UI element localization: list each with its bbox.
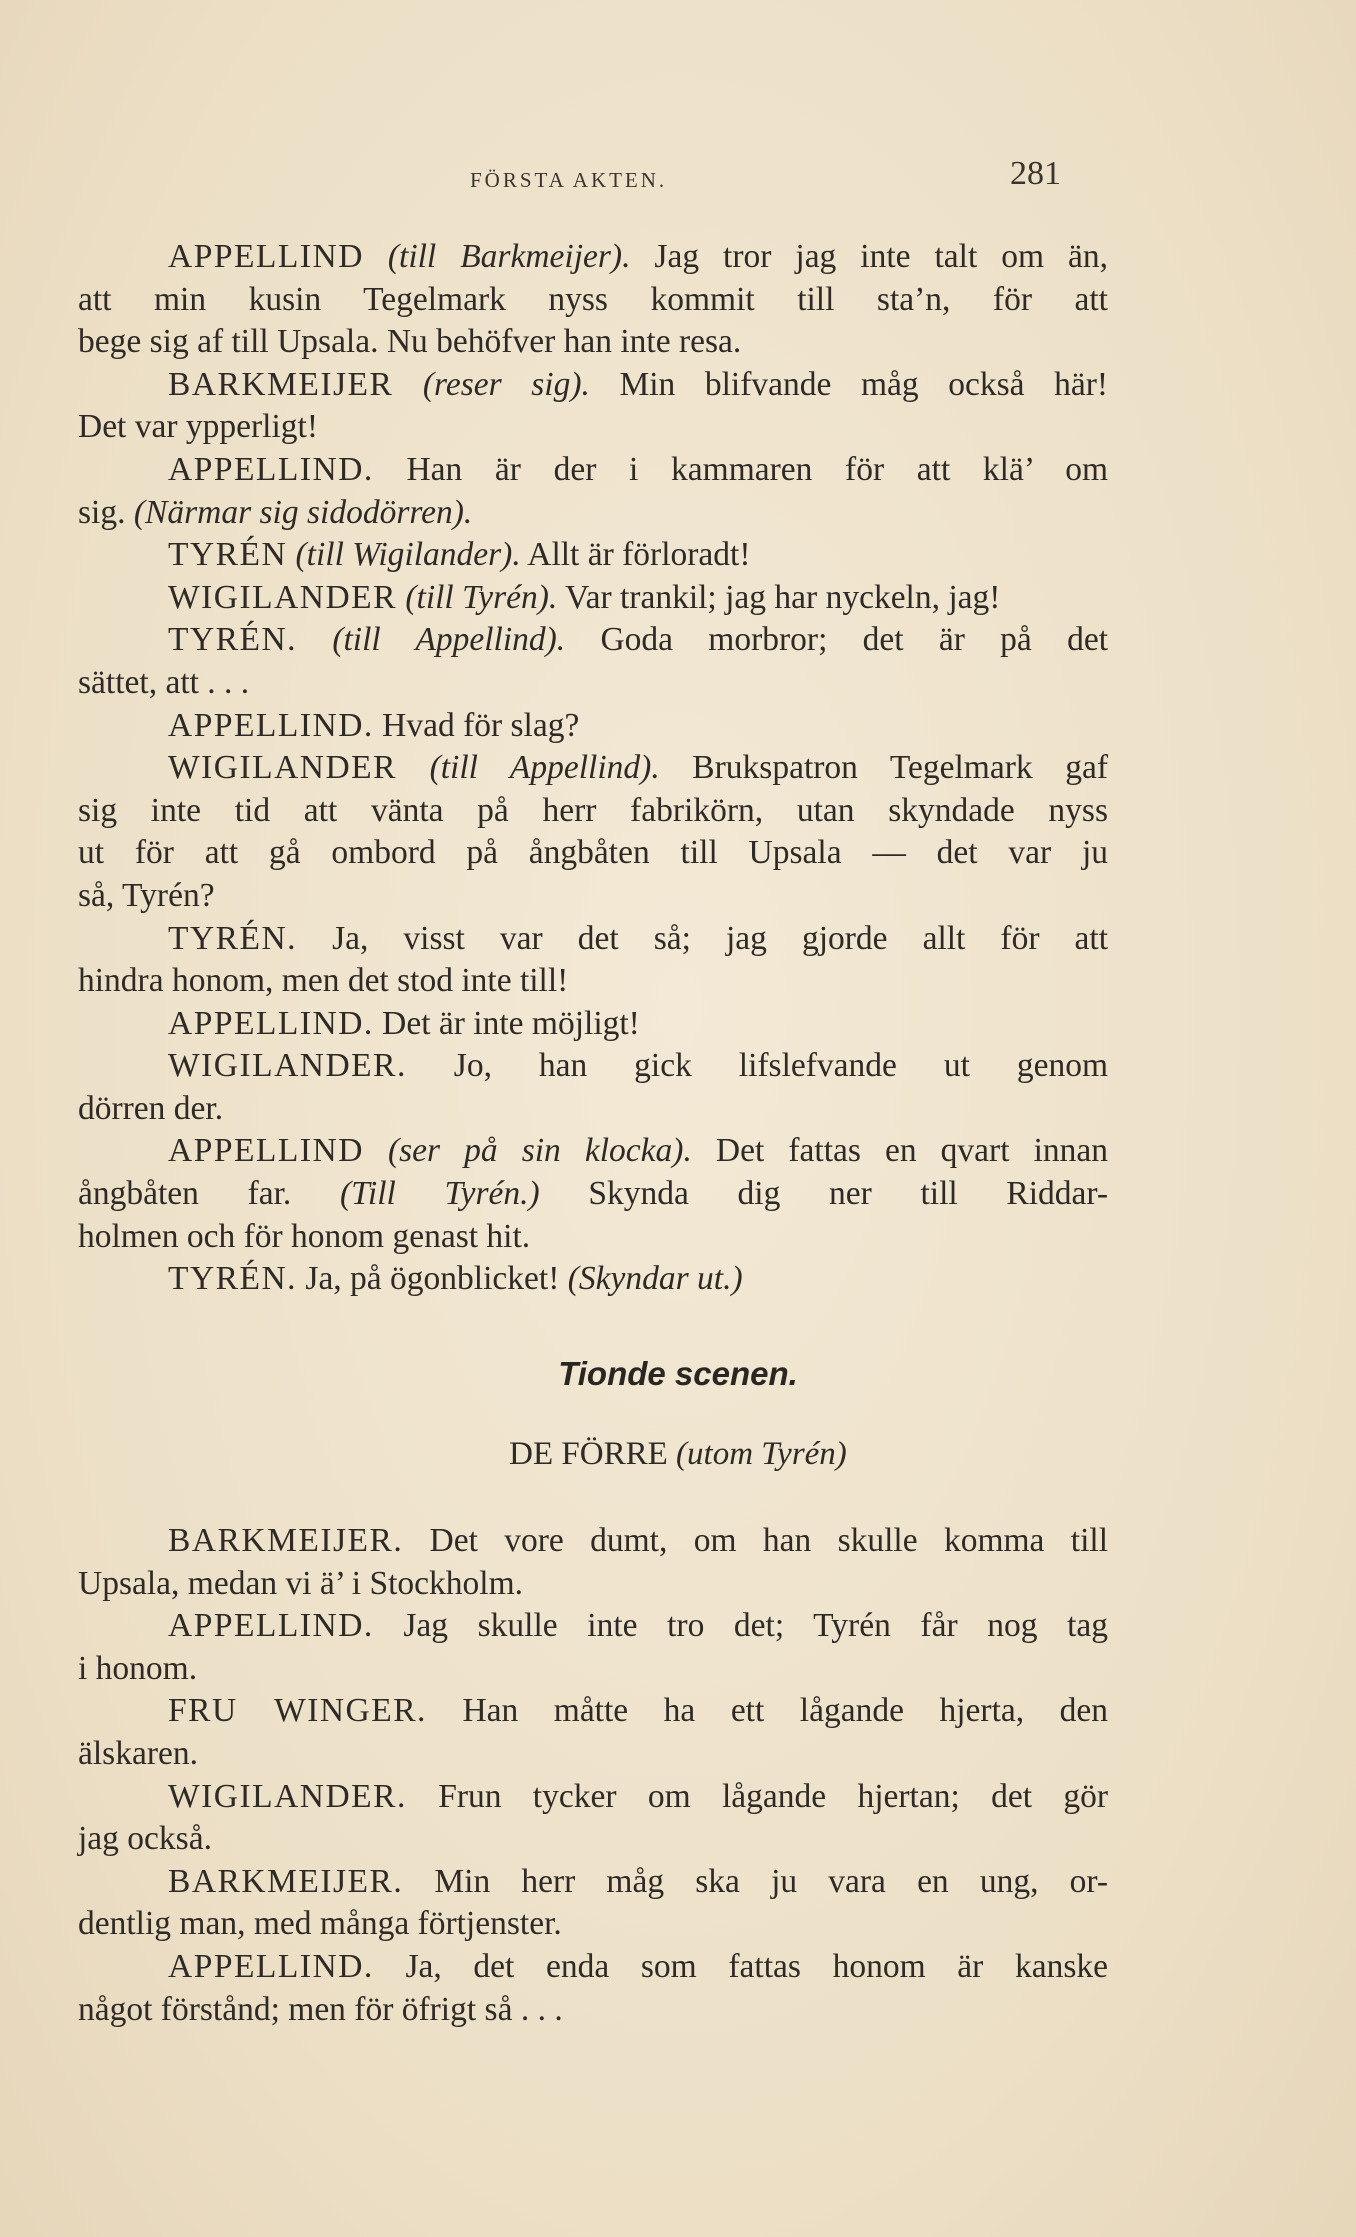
text-line — [78, 1520, 1108, 1563]
dialogue-block-1 — [78, 236, 1108, 1301]
spoken-text: dörren der. — [78, 1089, 224, 1127]
spoken-text: holmen och för honom genast hit. — [78, 1217, 531, 1255]
text-line — [78, 236, 1108, 279]
speaker-name: APPELLIND. — [168, 1947, 374, 1985]
stage-direction: (till Appellind). — [429, 749, 660, 787]
text-line — [78, 875, 1108, 918]
spoken-text: sig. — [78, 493, 126, 531]
text-line — [78, 1690, 1108, 1733]
text-line — [78, 321, 1108, 364]
text-line — [78, 1563, 1108, 1606]
speaker-name: APPELLIND — [168, 1132, 364, 1170]
stage-direction: (Skyndar ut.) — [567, 1260, 743, 1298]
text-line — [78, 279, 1108, 322]
stage-direction: (till Appellind). — [332, 621, 566, 659]
text-line — [78, 1605, 1108, 1648]
text-line — [78, 790, 1108, 833]
speaker-name: TYRÉN. — [168, 919, 298, 957]
text-line — [78, 534, 1108, 577]
text-line — [78, 406, 1108, 449]
stage-direction: (till Tyrén). — [405, 578, 558, 616]
spoken-text: Skynda dig ner till Riddar- — [588, 1175, 1109, 1213]
text-line — [78, 1946, 1108, 1989]
spoken-text: bege sig af till Upsala. Nu behöfver han inte resa. — [78, 323, 742, 361]
spoken-text: Brukspatron Tegelmark gaf — [692, 749, 1108, 787]
spoken-text: Det vore dumt, om han skulle komma till — [429, 1522, 1108, 1559]
cast-main: DE FÖRRE — [509, 1436, 668, 1472]
spoken-text: Ja, på ögonblicket! — [305, 1260, 560, 1298]
text-line — [78, 619, 1108, 662]
text-line — [78, 1173, 1108, 1216]
text-line — [78, 1733, 1108, 1776]
spoken-text: Jo, han gick lifslefvande ut genom — [453, 1047, 1109, 1085]
text-line — [78, 1088, 1108, 1131]
text-line — [78, 1903, 1108, 1946]
stage-direction: (reser sig). — [422, 365, 590, 403]
spoken-text: ångbåten far. — [78, 1175, 292, 1213]
spoken-text: Han är der i kammaren för att klä’ om — [406, 450, 1109, 488]
scene-cast — [0, 1436, 1356, 1473]
text-line — [78, 832, 1108, 875]
spoken-text: Min blifvande måg också här! — [619, 365, 1108, 403]
text-line — [78, 918, 1108, 961]
spoken-text: Jag tror jag inte talt om än, — [654, 238, 1109, 275]
speaker-name: TYRÉN — [168, 536, 288, 574]
spoken-text: så, Tyrén? — [78, 876, 215, 914]
spoken-text: Det fattas en qvart innan — [715, 1132, 1109, 1170]
speaker-name: TYRÉN. — [168, 1260, 298, 1298]
spoken-text: Allt är förloradt! — [527, 536, 751, 574]
stage-direction: (till Barkmeijer). — [387, 238, 631, 275]
speaker-name: APPELLIND. — [168, 1607, 374, 1645]
text-line — [78, 1989, 1108, 2032]
text-line — [78, 1818, 1108, 1861]
text-line — [78, 747, 1108, 790]
dialogue-block-2 — [78, 1520, 1108, 2031]
spoken-text: att min kusin Tegelmark nyss kommit till sta’n, för att — [78, 280, 1108, 318]
stage-direction: (till Wigilander). — [295, 536, 521, 574]
speaker-name: WIGILANDER — [168, 749, 397, 787]
spoken-text: Jag skulle inte tro det; Tyrén får nog tag — [403, 1607, 1108, 1645]
text-line — [78, 1130, 1108, 1173]
spoken-text: sättet, att . . . — [78, 663, 250, 701]
spoken-text: sig inte tid att vänta på herr fabrikörn, utan skyndade nyss — [78, 791, 1108, 829]
spoken-text: ut för att gå ombord på ångbåten till Upsala — det var ju — [78, 834, 1108, 872]
stage-direction: (Närmar sig sidodörren). — [133, 493, 473, 531]
spoken-text: jag också. — [78, 1820, 212, 1858]
text-line — [78, 1861, 1108, 1904]
spoken-text: Upsala, medan vi ä’ i Stockholm. — [78, 1564, 524, 1602]
stage-direction: (Till Tyrén.) — [339, 1175, 540, 1213]
text-line — [78, 577, 1108, 620]
spoken-text: Ja, visst var det så; jag gjorde allt för att — [332, 919, 1109, 957]
speaker-name: WIGILANDER. — [168, 1047, 407, 1085]
speaker-name: FRU WINGER. — [168, 1692, 427, 1730]
page-number: 281 — [1010, 155, 1061, 192]
speaker-name: WIGILANDER — [168, 578, 397, 616]
spoken-text: Var trankil; jag har nyckeln, jag! — [565, 578, 1001, 616]
text-line — [78, 364, 1108, 407]
spoken-text: Min herr måg ska ju vara en ung, or- — [434, 1862, 1108, 1900]
text-line — [78, 492, 1108, 535]
spoken-text: i honom. — [78, 1649, 198, 1687]
running-head: FÖRSTA AKTEN. — [470, 168, 668, 192]
spoken-text: Frun tycker om lågande hjertan; det gör — [438, 1777, 1108, 1815]
text-line — [78, 705, 1108, 748]
speaker-name: BARKMEIJER — [168, 365, 394, 403]
text-line — [78, 1216, 1108, 1259]
speaker-name: WIGILANDER. — [168, 1777, 407, 1815]
speaker-name: APPELLIND. — [168, 1004, 374, 1042]
spoken-text: Hvad för slag? — [382, 706, 580, 744]
spoken-text: Det var ypperligt! — [78, 408, 318, 446]
spoken-text: dentlig man, med många förtjenster. — [78, 1905, 562, 1943]
text-line — [78, 1003, 1108, 1046]
speaker-name: APPELLIND. — [168, 706, 374, 744]
spoken-text: något förstånd; men för öfrigt så . . . — [78, 1990, 563, 2028]
spoken-text: Goda morbror; det är på det — [600, 621, 1108, 659]
text-line — [78, 960, 1108, 1003]
scene-title: Tionde scenen. — [558, 1355, 798, 1392]
text-line — [78, 449, 1108, 492]
text-line — [78, 1258, 1108, 1301]
spoken-text: Han måtte ha ett lågande hjerta, den — [462, 1692, 1108, 1730]
text-line — [78, 1045, 1108, 1088]
speaker-name: BARKMEIJER. — [168, 1522, 404, 1559]
speaker-name: APPELLIND. — [168, 450, 374, 488]
speaker-name: BARKMEIJER. — [168, 1862, 404, 1900]
spoken-text: Det är inte möjligt! — [382, 1004, 640, 1042]
text-line — [78, 1648, 1108, 1691]
speaker-name: TYRÉN. — [168, 621, 298, 659]
stage-direction: (ser på sin klocka). — [387, 1132, 692, 1170]
text-line — [78, 662, 1108, 705]
spoken-text: Ja, det enda som fattas honom är kanske — [405, 1947, 1108, 1985]
text-line — [78, 1776, 1108, 1819]
speaker-name: APPELLIND — [168, 238, 364, 275]
spoken-text: hindra honom, men det stod inte till! — [78, 962, 569, 1000]
cast-note: (utom Tyrén) — [676, 1436, 847, 1472]
spoken-text: älskaren. — [78, 1734, 198, 1772]
